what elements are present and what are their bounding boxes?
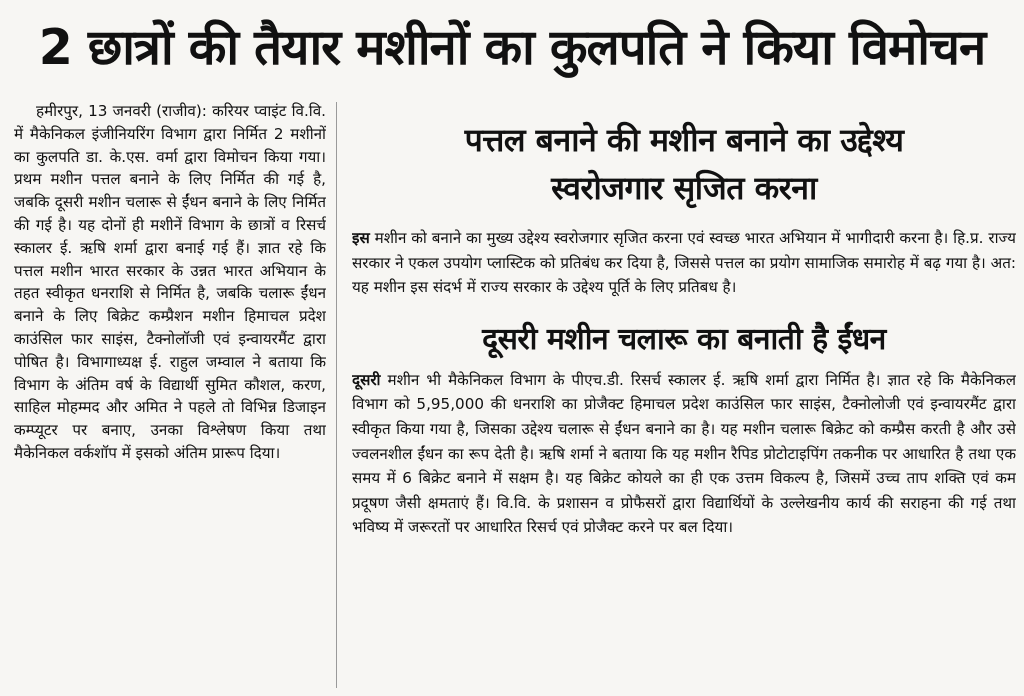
subheading-1-line-2: स्वरोजगार सृजित करना bbox=[551, 169, 817, 207]
paragraph-1-text: मशीन को बनाने का मुख्य उद्देश्य स्वरोजगार सृजित करना एवं स्वच्छ भारत अभियान में भागीदारी करना है। हि.प्र. राज्य सरकार ने एकल उपयोग प्लास्टिक को प्रतिबंध कर दिया है, जिससे पत्तल का प्रयोग सामाजिक समारोह में बढ़ गया है। अत: यह मशीन इस संदर्भ में राज्य सरकार के उद्देश्य पूर्ति के लिए प्रतिबध है। bbox=[352, 229, 1016, 297]
headline: 2 छात्रों की तैयार मशीनों का कुलपति ने किया विमोचन bbox=[38, 19, 986, 76]
paragraph-2-lead: दूसरी bbox=[352, 370, 381, 389]
paragraph-2 bbox=[352, 368, 1016, 540]
left-column-text: हमीरपुर, 13 जनवरी (राजीव): करियर प्वाइंट वि.वि. में मैकेनिकल इंजीनियरिंग विभाग द्वारा निर्मित 2 मशीनों का कुलपति डा. के.एस. वर्मा द्वारा विमोचन किया गया। प्रथम मशीन पत्तल बनाने के लिए निर्मित की गई है, जबकि दूसरी मशीन चलारू से ईंधन बनाने के लिए निर्मित की गई है। यह दोनों ही मशीनें विभाग के छात्रों व रिसर्च स्कालर ई. ऋषि शर्मा द्वारा बनाई गई हैं। ज्ञात रहे कि पत्तल मशीन भारत सरकार के उन्नत भारत अभियान के तहत स्वीकृत धनराशि से निर्मित है, जबकि चलारू ईंधन बनाने के लिए बिक्रेट कम्प्रैशन मशीन हिमाचल प्रदेश काउंसिल फार साइंस, टैक्नोलॉजी एवं इन्वायरमैंट द्वारा पोषित है। विभागाध्यक्ष ई. राहुल जम्वाल ने बताया कि विभाग के अंतिम वर्ष के विद्यार्थी सुमित कौशल, करण, साहिल मोहम्मद और अमित ने पहले तो विभिन्न डिजाइन कम्प्यूटर पर बनाए, उनका विश्लेषण किया तथा मैकेनिकल वर्कशॉप में इसको अंतिम प्रारूप दिया। bbox=[14, 102, 326, 462]
left-column bbox=[14, 100, 326, 690]
right-column bbox=[352, 100, 1016, 690]
subheading-2: दूसरी मशीन चलारू का बनाती है ईंधन bbox=[482, 321, 886, 357]
column-divider bbox=[336, 102, 337, 688]
subheading-1-line-1: पत्तल बनाने की मशीन बनाने का उद्देश्य bbox=[464, 121, 904, 159]
paragraph-1-lead: इस bbox=[352, 229, 370, 247]
paragraph-2-text: मशीन भी मैकेनिकल विभाग के पीएच.डी. रिसर्च स्कालर ई. ऋषि शर्मा द्वारा निर्मित है। ज्ञात रहे कि मैकेनिकल विभाग को 5,95,000 की धनराशि का प्रोजैक्ट हिमाचल प्रदेश काउंसिल फार साइंस, टैक्नोलोजी एवं इन्वायरमैंट द्वारा स्वीकृत किया गया है, जिसका उद्देश्य चलारू से ईंधन बनाने का है। यह मशीन चलारू बिक्रेट को कम्प्रैस करती है और उसे ज्वलनशील ईंधन का रूप देती है। ऋषि शर्मा ने बताया कि यह मशीन रैपिड प्रोटोटाइपिंग तकनीक पर आधारित है तथा एक समय में 6 बिक्रेट बनाने में सक्षम है। यह बिक्रेट कोयले का ही एक उत्तम विकल्प है, जिसमें उच्च ताप शक्ति एवं कम प्रदूषण जैसी क्षमताएं हैं। वि.वि. के प्रशासन व प्रोफैसरों द्वारा विद्यार्थियों के उल्लेखनीय कार्य की सराहना की गई तथा भविष्य में जरूरतों पर आधारित रिसर्च एवं प्रोजैक्ट करने पर बल दिया। bbox=[352, 370, 1016, 537]
paragraph-1 bbox=[352, 226, 1016, 300]
subheading-1 bbox=[352, 116, 1016, 212]
